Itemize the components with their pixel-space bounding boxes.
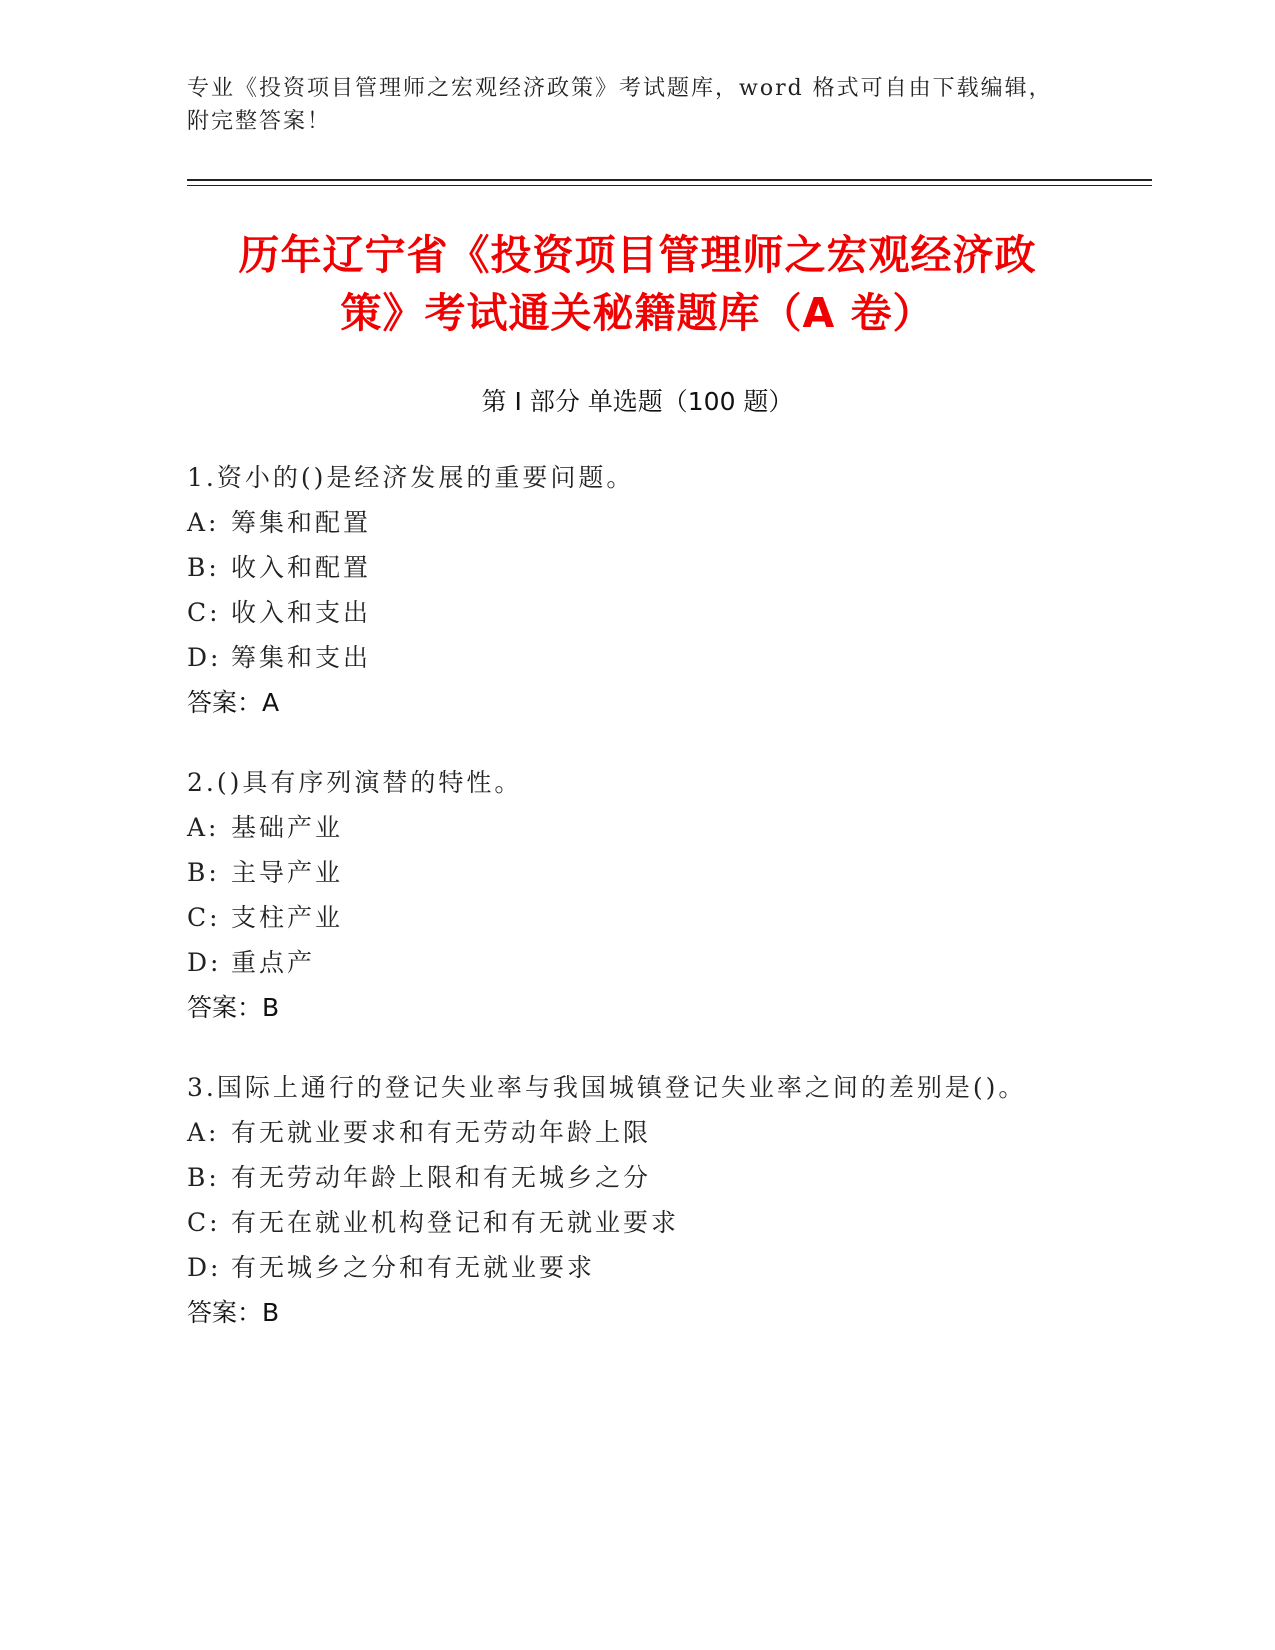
header-note-line-1: 专业《投资项目管理师之宏观经济政策》考试题库，word 格式可自由下载编辑， — [187, 76, 1053, 101]
option-key: D: — [187, 1253, 222, 1282]
option-text: 重点产 — [231, 948, 316, 977]
option-d — [187, 635, 1147, 680]
option-text: 筹集和支出 — [231, 643, 372, 672]
option-text: 有无在就业机构登记和有无就业要求 — [231, 1208, 680, 1237]
option-key: B: — [187, 1163, 220, 1192]
option-c — [187, 1200, 1147, 1245]
option-key: A: — [187, 1118, 220, 1147]
option-key: C: — [187, 903, 221, 932]
option-b — [187, 545, 1147, 590]
option-c — [187, 590, 1147, 635]
header-divider-thick — [187, 179, 1152, 181]
header-divider-thin — [187, 185, 1152, 186]
option-text: 主导产业 — [231, 858, 344, 887]
option-text: 基础产业 — [231, 813, 344, 842]
header-note-line-2: 附完整答案！ — [187, 109, 332, 134]
option-a — [187, 1110, 1147, 1155]
option-key: B: — [187, 553, 220, 582]
option-text: 收入和配置 — [231, 553, 372, 582]
answer-line: 答案：A — [187, 688, 280, 717]
document-title-line-2: 策》考试通关秘籍题库（A 卷） — [340, 289, 935, 337]
option-text: 有无就业要求和有无劳动年龄上限 — [231, 1118, 652, 1147]
option-text: 筹集和配置 — [231, 508, 372, 537]
option-b — [187, 850, 1147, 895]
option-a — [187, 805, 1147, 850]
answer-line: 答案：B — [187, 1298, 280, 1327]
option-key: B: — [187, 858, 220, 887]
header-note — [187, 72, 1067, 138]
question-stem: 2.()具有序列演替的特性。 — [187, 768, 523, 797]
option-d — [187, 940, 1147, 985]
option-b — [187, 1155, 1147, 1200]
option-text: 支柱产业 — [231, 903, 344, 932]
option-text: 有无城乡之分和有无就业要求 — [231, 1253, 596, 1282]
option-d — [187, 1245, 1147, 1290]
answer-line: 答案：B — [187, 993, 280, 1022]
question-1 — [187, 455, 1147, 725]
question-2 — [187, 760, 1147, 1030]
question-stem: 3.国际上通行的登记失业率与我国城镇登记失业率之间的差别是()。 — [187, 1073, 1027, 1102]
option-key: A: — [187, 508, 220, 537]
option-key: D: — [187, 643, 222, 672]
document-title-line-1: 历年辽宁省《投资项目管理师之宏观经济政 — [238, 231, 1037, 279]
question-stem: 1.资小的()是经济发展的重要问题。 — [187, 463, 635, 492]
option-key: C: — [187, 598, 221, 627]
option-key: A: — [187, 813, 220, 842]
option-c — [187, 895, 1147, 940]
section-title: 第 I 部分 单选题（100 题） — [481, 387, 794, 416]
option-text: 收入和支出 — [231, 598, 372, 627]
option-a — [187, 500, 1147, 545]
option-text: 有无劳动年龄上限和有无城乡之分 — [231, 1163, 652, 1192]
option-key: C: — [187, 1208, 221, 1237]
document-title — [160, 226, 1115, 342]
option-key: D: — [187, 948, 222, 977]
question-3 — [187, 1065, 1147, 1335]
